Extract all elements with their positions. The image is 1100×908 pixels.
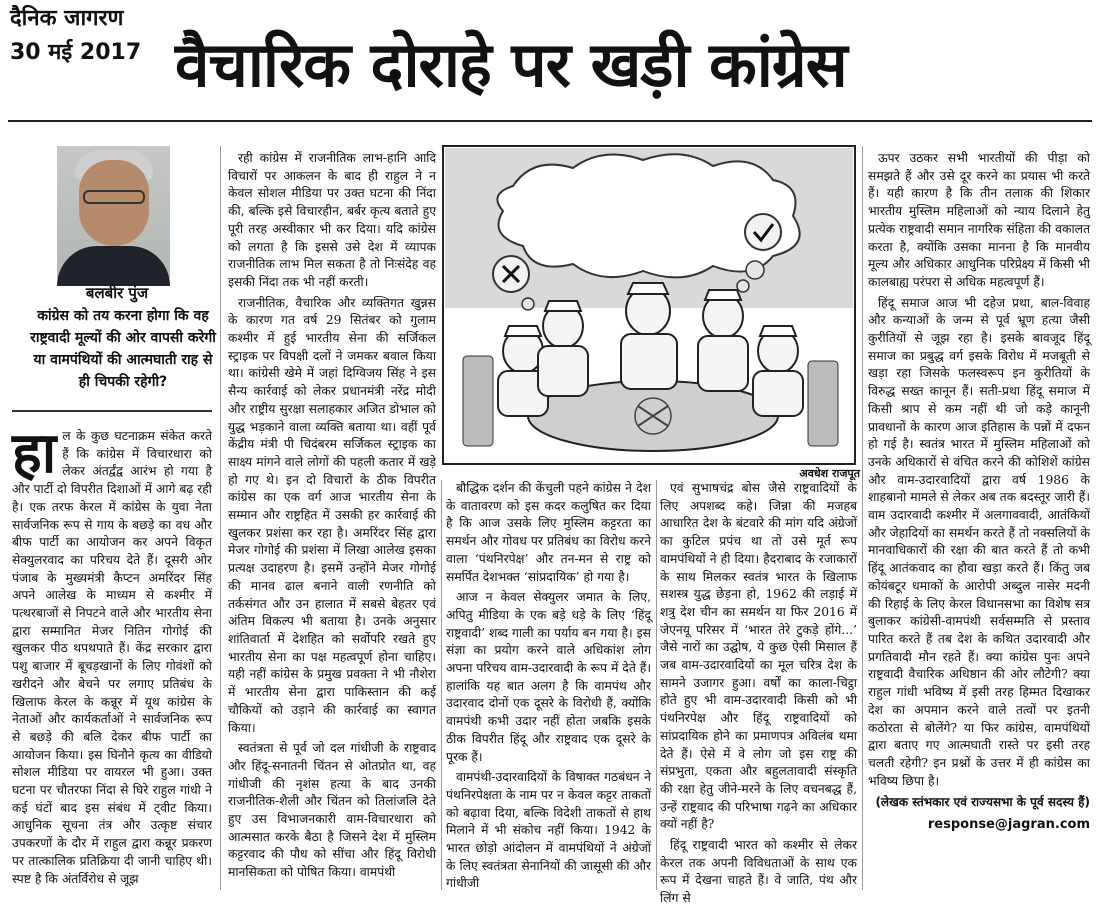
paragraph: एवं सुभाषचंद्र बोस जैसे राष्ट्रवादियों के लिए अपशब्द कहे। जिन्ना की मजहब आधारित देश के बंटवारे की मांग यदि अंग्रेजों का कुटिल प्रपंच था तो उसे मूर्त रूप वामपंथियों ने ही दिया। हैदराबाद के रजाकारों के साथ मिलकर स्वतंत्र भारत के खिलाफ सशस्त्र युद्ध छेड़ना हो, 1962 की लड़ाई में शत्रु देश चीन का समर्थन या फिर 2016 में जेएनयू परिसर में ‘भारत तेरे टुकड़े होंगे...’ जैसे नारों का उद्घोष, ये कुछ ऐसी मिसाल हैं जब वाम-उदारवादियों का मूल चरित्र देश के सामने उजागर हुआ। वर्षों का काला-चिट्ठा होते हुए भी वाम-उदारवादी किसी को भी पंथनिरपेक्ष और हिंदू राष्ट्रवादियों को सांप्रदायिक होने का प्रमाणपत्र अविलंब थमा देते हैं। ऐसे में वे लोग जो इस राष्ट्र की संप्रभुता, एकता और बहुलतावादी संस्कृति की रक्षा हेतु जीने-मरने के लिए वचनबद्ध हैं, उन्हें राष्ट्रवाद की परिभाषा गढ़ने का अधिकार क्यों नहीं है? <box>660 481 857 832</box>
headline-rule <box>8 120 1092 122</box>
article-column-2 <box>228 150 436 890</box>
paragraph: ऊपर उठकर सभी भारतीयों की पीड़ा को समझते हैं और उसे दूर करने का प्रयास भी करते हैं। यही कारण है कि तीन तलाक की शिकार भारतीय मुस्लिम महिलाओं को न्याय दिलाने हेतु प्रत्येक राष्ट्रवादी समान नागरिक संहिता की वकालत करता है, क्योंकि उसका मानना है कि मानवीय मूल्य और अधिकार आधुनिक परिप्रेक्ष्य में किसी भी कालबाह्य परंपरा से अधिक महत्वपूर्ण हैं। <box>868 151 1090 289</box>
column-divider <box>862 146 863 890</box>
paragraph: आज न केवल सेक्युलर जमात के लिए, अपितु मीडिया के एक बड़े धड़े के लिए ‘हिंदू राष्ट्रवादी’ शब्द गाली का पर्याय बन गया है। इस संज्ञा का प्रयोग करने वाले अधिकांश लोग अपना परिचय वाम-उदारवादी के रूप में देते हैं। हालांकि यह बात अलग है कि वामपंथ और उदारवाद दोनों एक दूसरे के विरोधी हैं, क्योंकि वामपंथी कभी उदार नहीं होता जबकि इसके ठीक विपरीत हिंदू और राष्ट्रवाद एक दूसरे के पूरक हैं। <box>446 590 651 764</box>
paragraph: राजनीतिक, वैचारिक और व्यक्तिगत खुन्नस के कारण गत वर्ष 29 सितंबर को गुलाम कश्मीर में हुई भारतीय सेना की सर्जिकल स्ट्राइक पर विपक्षी दलों ने जमकर बवाल किया था। कांग्रेसी खेमे में जहां दिग्विजय सिंह ने इस सैन्य कार्रवाई को लेकर प्रधानमंत्री नरेंद्र मोदी और राष्ट्रीय सुरक्षा सलाहकार अजित डोभाल को युद्ध भड़काने वाला व्यक्ति बताया था। वहीं पूर्व केंद्रीय मंत्री पी चिदंबरम सर्जिकल स्ट्राइक का साक्ष्य मांगने वाले लोगों की पहली कतार में खड़े हो गए थे। इन दो विचारों के ठीक विपरीत कांग्रेस का एक वर्ग आज भारतीय सेना के सम्मान और राष्ट्रहित में उसकी हर कार्रवाई की खुलकर प्रशंसा कर रहा है। अमरिंदर सिंह द्वारा मेजर गोगोई की प्रशंसा में लिखा आलेख इसका प्रत्यक्ष उदाहरण है। इसमें उन्होंने मेजर गोगोई की मानव ढाल बनाने वाली रणनीति को तर्कसंगत और उन हालात में सबसे बेहतर एवं अंतिम विकल्प भी बताया है। उनके अनुसार शांतिवार्ता में देशहित को सर्वोपरि रखते हुए भारतीय सेना का पक्ष महत्वपूर्ण होना चाहिए। यही नहीं कांग्रेस के प्रमुख प्रवक्ता ने भी नौशेरा में भारतीय सेना द्वारा पाकिस्तान की कई चौकियों को उड़ाने की कार्रवाई का स्वागत किया। <box>228 295 436 735</box>
paragraph: हिंदू राष्ट्रवादी भारत को कश्मीर से लेकर केरल तक अपनी विविधताओं के साथ एक रूप में देखना चाहते हैं। वे जाति, पंथ और लिंग से <box>660 838 857 906</box>
editorial-cartoon <box>443 146 855 464</box>
column-divider <box>441 480 442 890</box>
quote-divider <box>12 410 212 412</box>
cartoon-credit: अवधेश राजपूत <box>799 467 860 480</box>
paragraph: बौद्धिक दर्शन की केंचुली पहने कांग्रेस ने देश के वातावरण को इस कदर कलुषित कर दिया है कि आज उसके लिए मुस्लिम कट्टरता का समर्थन और गोवध पर प्रतिबंध का विरोध करने वाला ‘पंथनिरपेक्ष’ और तन-मन से राष्ट्र को समर्पित देशभक्त ‘सांप्रदायिक’ हो गया है। <box>446 481 651 584</box>
newspaper-name: दैनिक जागरण <box>10 6 124 31</box>
article-column-4 <box>660 480 857 906</box>
drop-cap: हा <box>12 421 57 486</box>
paragraph: रही कांग्रेस में राजनीतिक लाभ-हानि आदि विचारों पर आकलन के बाद ही राहुल ने न केवल सोशल मीडिया पर उक्त घटना की निंदा की, बल्कि इसे विचारहीन, बर्बर कृत्य बताते हुए पूरी तरह अस्वीकार भी कर दिया। यदि कांग्रेस को लगता है कि इससे उसे देश में व्यापक राजनीतिक लाभ मिल सकता है तो निःसंदेह वह इसकी निंदा तक भी नहीं करती। <box>228 151 436 289</box>
article-column-5 <box>868 150 1090 875</box>
author-note: (लेखक स्तंभकार एवं राज्यसभा के पूर्व सदस्य हैं) <box>875 795 1090 810</box>
pull-quote: कांग्रेस को तय करना होगा कि वह राष्ट्रवादी मूल्यों की ओर वापसी करेगी या वामपंथियों की आत्मघाती राह से ही चिपकी रहेगी? <box>30 308 216 390</box>
response-email: response@jagran.com <box>927 817 1090 833</box>
paragraph: स्वतंत्रता से पूर्व जो दल गांधीजी के राष्ट्रवाद और हिंदू-सनातनी चिंतन से ओतप्रोत था, वह गांधीजी की नृशंस हत्या के बाद उनकी राजनीतिक-शैली और चिंतन को तिलांजलि देते हुए उस विभाजनकारी वाम-विचारधारा को आत्मसात करके बैठा है जिसने देश में मुस्लिम कट्टरवाद की पौध को सींचा और हिंदू विरोधी मानसिकता को पोषित किया। वामपंथी <box>228 741 436 880</box>
article-column-3 <box>446 480 651 890</box>
publication-date: 30 मई 2017 <box>10 40 142 65</box>
article-column-1 <box>12 421 212 890</box>
masthead <box>10 6 170 68</box>
author-name: बलबीर पुंज <box>85 284 149 302</box>
author-photo <box>57 146 170 278</box>
headline: वैचारिक दोराहे पर खड़ी कांग्रेस <box>175 28 847 101</box>
column-divider <box>656 480 657 890</box>
paragraph: हिंदू समाज आज भी दहेज प्रथा, बाल-विवाह और कन्याओं के जन्म से पूर्व भ्रूण हत्या जैसी कुरीतियों से जूझ रहा है। इसके बावजूद हिंदू समाज का प्रबुद्ध वर्ग इसके विरोध में मजबूती से खड़ा रहा जिसके फलस्वरूप इन कुरीतियों के विरुद्ध सख्त कानून हैं। सती-प्रथा हिंदू समाज में किसी श्राप से कम नहीं थी जो कड़े कानूनी प्रावधानों के कारण आज इतिहास के पन्नों में दफन हो गई है। स्वतंत्र भारत में मुस्लिम महिलाओं को उनके अधिकारों से वंचित करने की कोशिशें कांग्रेस और वाम-उदारवादियों द्वारा वर्ष 1986 के शाहबानो मामले से लेकर अब तक बदस्तूर जारी हैं। वाम उदारवादी कश्मीर में अलगाववादी, आतंकियों और जेहादियों का समर्थन करते हैं तो नक्सलियों के मानवाधिकारों की रक्षा की बात करते हैं तो कभी हिंदू आतंकवाद का हौवा खड़ा करते हैं। किंतु जब कोयंबटूर धमाकों के आरोपी अब्दुल नासेर मदनी की रिहाई के लिए केरल विधानसभा का विशेष सत्र बुलाकर कांग्रेसी-वामपंथी सर्वसम्मति से प्रस्ताव पारित करते हैं तब देश के कथित उदारवादी और प्रगतिवादी मौन रहते हैं। क्या कांग्रेस पुनः अपने राष्ट्रवादी वैचारिक अधिष्ठान की ओर लौटेगी? क्या राहुल गांधी भविष्य में इसी तरह हिम्मत दिखाकर देश का अपमान करने वाले तत्वों पर इतनी कठोरता से बोलेंगे? या फिर कांग्रेस, वामपंथियों द्वारा बताए गए आत्मघाती रास्ते पर इसी तरह चलती रहेगी? इन प्रश्नों के उत्तर में ही कांग्रेस का भविष्य छिपा है। <box>868 295 1090 788</box>
paragraph: ल के कुछ घटनाक्रम संकेत करते हैं कि कांग्रेस में विचारधारा को लेकर अंतर्द्वंद्व आरंभ हो गया है और पार्टी दो विपरीत दिशाओं में आगे बढ़ रही है। एक तरफ केरल में कांग्रेस के युवा नेता सार्वजनिक रूप से गाय के बछड़े का वध और बीफ पार्टी का आयोजन कर अपने विकृत सेक्युलरवाद का परिचय देते हैं। दूसरी ओर पंजाब के मुख्यमंत्री कैप्टन अमरिंदर सिंह अपने आलेख के माध्यम से कश्मीर में पत्थरबाजों से निपटने वाले और भारतीय सेना द्वारा सम्मानित मेजर नितिन गोगोई की खुलकर पीठ थपथपाते हैं। केंद्र सरकार द्वारा पशु बाजार में बूचड़खानों के लिए गोवंशों को खरीदने और बेचने पर लगाए प्रतिबंध के खिलाफ केरल के कन्नूर में यूथ कांग्रेस के नेताओं और कार्यकर्ताओं ने सार्वजनिक रूप से बछड़े की बलि देकर बीफ पार्टी का आयोजन किया। इस घिनौने कृत्य का वीडियो सोशल मीडिया पर वायरल भी हुआ। उक्त घटना पर चौतरफा निंदा से घिरे राहुल गांधी ने कई घंटों बाद इस संबंध में ट्वीट किया। आधुनिक सूचना तंत्र और उत्कृष्ट संचार उपकरणों के दौर में राहुल द्वारा कन्नूर प्रकरण पर तात्कालिक प्रतिक्रिया दी जानी चाहिए थी। स्पष्ट है कि अंतर्विरोध से जूझ <box>12 429 212 886</box>
paragraph: वामपंथी-उदारवादियों के विषाक्त गठबंधन ने पंथनिरपेक्षता के नाम पर न केवल कट्टर ताकतों को बढ़ावा दिया, बल्कि विदेशी ताकतों से हाथ मिलाने में भी संकोच नहीं किया। 1942 के भारत छोड़ो आंदोलन में वामपंथियों ने अंग्रेजों के लिए स्वतंत्रता सेनानियों की जासूसी की और गांधीजी <box>446 770 651 891</box>
column-divider <box>220 146 221 890</box>
